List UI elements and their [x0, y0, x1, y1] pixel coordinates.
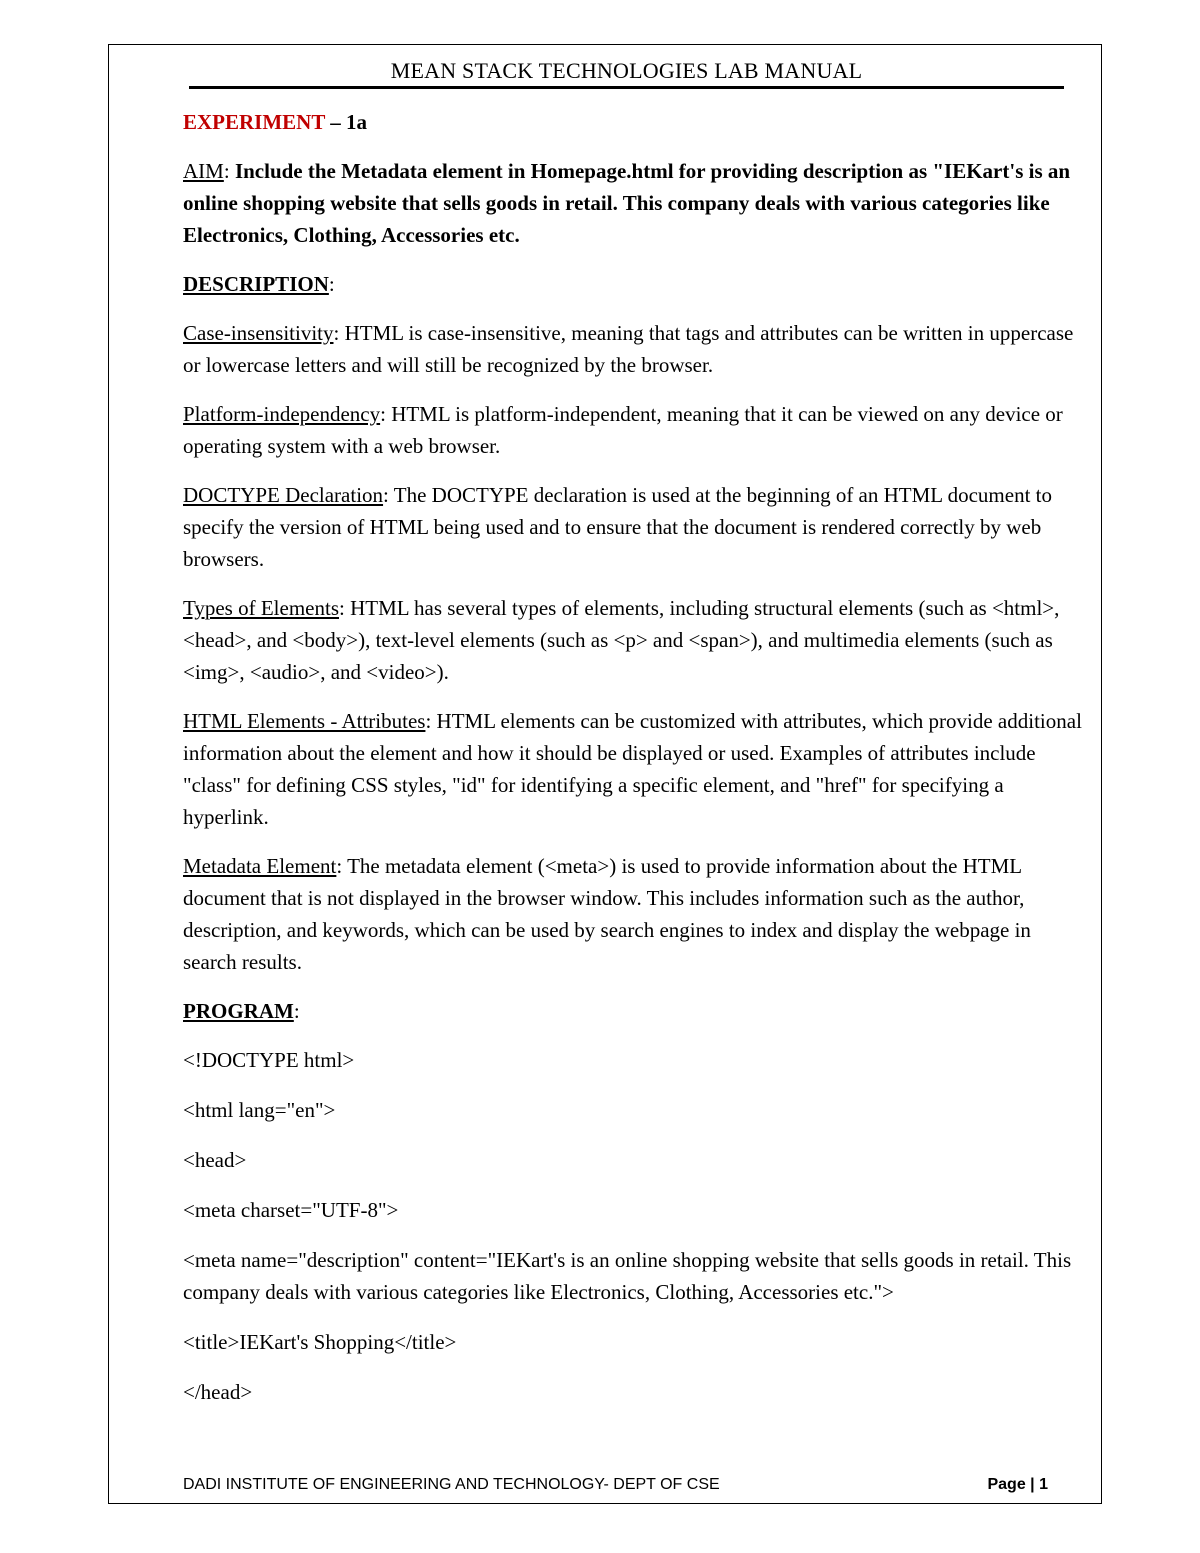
description-item	[183, 850, 1083, 978]
description-term: Metadata Element	[183, 854, 337, 878]
program-heading-colon: :	[293, 999, 300, 1023]
footer-page-number: Page | 1	[987, 1476, 1048, 1493]
page-header: MEAN STACK TECHNOLOGIES LAB MANUAL	[390, 58, 863, 83]
description-text: : HTML is platform-independent, meaning that it can be viewed on any device or operating system with a web browser.	[183, 402, 1063, 458]
description-text: : HTML elements can be customized with attributes, which provide additional information about the element and how it should be displayed or used. Examples of attributes include "class" for defining CSS styles, "id" for identifying a specific element, and "href" for specifying a hyperlink.	[183, 709, 1082, 829]
code-line: <title>IEKart's Shopping</title>	[183, 1330, 457, 1354]
description-term: Case-insensitivity	[183, 321, 334, 345]
code-line: <head>	[183, 1148, 247, 1172]
aim-text: Include the Metadata element in Homepage.html for providing description as "IEKart's is an online shopping website that sells goods in retail. This company deals with various categories like Electronics, Clothing, Accessories etc.	[183, 159, 1071, 247]
description-text: : The metadata element (<meta>) is used to provide information about the HTML document that is not displayed in the browser window. This includes information such as the author, description, and keywords, which can be used by search engines to index and display the webpage in search results.	[183, 854, 1031, 974]
program-code	[183, 1044, 1083, 1408]
experiment-title	[183, 106, 1083, 138]
description-heading-label: DESCRIPTION	[183, 272, 329, 296]
description-text: : HTML has several types of elements, including structural elements (such as <html>, <head>, and <body>), text-level elements (such as <p> and <span>), and multimedia elements (such as <img>, <audio>, and <video>).	[183, 596, 1060, 684]
experiment-number: 1a	[345, 110, 367, 134]
aim-colon: :	[223, 159, 235, 183]
program-heading-label: PROGRAM	[183, 999, 294, 1023]
aim-paragraph	[183, 155, 1083, 251]
header-rule	[189, 86, 1064, 89]
description-term: Platform-independency	[183, 402, 381, 426]
description-item	[183, 479, 1083, 575]
code-line: <meta charset="UTF-8">	[183, 1198, 399, 1222]
description-item	[183, 592, 1083, 688]
description-item	[183, 317, 1083, 381]
description-item	[183, 398, 1083, 462]
description-term: HTML Elements - Attributes	[183, 709, 426, 733]
description-heading	[183, 268, 1083, 300]
description-text: : The DOCTYPE declaration is used at the beginning of an HTML document to specify the version of HTML being used and to ensure that the document is rendered correctly by web browsers.	[183, 483, 1052, 571]
code-line: </head>	[183, 1380, 253, 1404]
program-heading	[183, 995, 1083, 1027]
footer-institute: DADI INSTITUTE OF ENGINEERING AND TECHNOLOGY- DEPT OF CSE	[183, 1476, 720, 1493]
code-line: <!DOCTYPE html>	[183, 1048, 355, 1072]
description-text: : HTML is case-insensitive, meaning that tags and attributes can be written in uppercase or lowercase letters and will still be recognized by the browser.	[183, 321, 1074, 377]
code-line: <html lang="en">	[183, 1098, 336, 1122]
description-heading-colon: :	[328, 272, 335, 296]
description-item	[183, 705, 1083, 833]
description-term: DOCTYPE Declaration	[183, 483, 384, 507]
aim-label: AIM	[183, 159, 224, 183]
experiment-dash: –	[324, 110, 346, 134]
experiment-label: EXPERIMENT	[183, 110, 325, 134]
description-term: Types of Elements	[183, 596, 339, 620]
code-line: <meta name="description" content="IEKart's is an online shopping website that sells goods in retail. This company deals with various categories like Electronics, Clothing, Accessories etc.">	[183, 1248, 1072, 1304]
document-body	[183, 106, 1083, 1426]
